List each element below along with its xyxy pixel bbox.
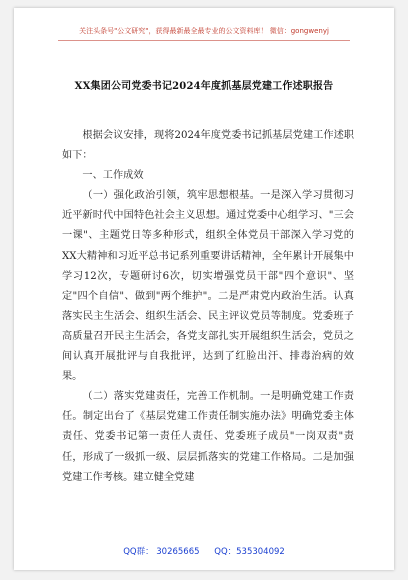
body-paragraph: （一）强化政治引领，筑牢思想根基。一是深入学习贯彻习近平新时代中国特色社会主义思想。通过党委中心组学习、"三会一课"、主题党日等多种形式，组织全体党员干部深入学习党的XX大精神和习近平总书记系列重要讲话精神，全年累计开展集中学习12次，专题研讨6次，切实增强党员干部"四个意识"、坚定"四个自信"、做到"两个维护"。二是严肃党内政治生活。认真落实民主生活会、组织生活会、民主评议党员等制度。党委班子高质量召开民主生活会，各党支部扎实开展组织生活会，党员之间认真开展批评与自我批评，达到了红脸出汗、排毒治病的效果。 xyxy=(62,190,354,383)
document-page xyxy=(14,8,394,570)
body-paragraph: （二）落实党建责任，完善工作机制。一是明确党建工作责任。制定出台了《基层党建工作责任制实施办法》明确党委主体责任、党委书记第一责任人责任、党委班子成员"一岗双责"责任，形成了一级抓一级、层层抓落实的党建工作格局。二是加强党建工作考核。建立健全党建 xyxy=(62,391,354,483)
header-divider xyxy=(58,40,350,41)
contact-footer xyxy=(14,545,394,557)
qq-number-text: QQ：535304092 xyxy=(214,547,285,557)
section-heading: 一、工作成效 xyxy=(82,170,144,182)
intro-paragraph: 根据会议安排，现将2024年度党委书记抓基层党建工作述职如下： xyxy=(62,130,354,162)
document-title: XX集团公司党委书记2024年度抓基层党建工作述职报告 xyxy=(74,81,334,92)
qq-group-text: QQ群： 30265665 xyxy=(123,547,200,557)
promo-header: 关注头条号"公文研究"，获得最新最全最专业的公文资料库！ 微信：gongwenyj xyxy=(79,27,329,35)
document-body xyxy=(62,126,354,488)
